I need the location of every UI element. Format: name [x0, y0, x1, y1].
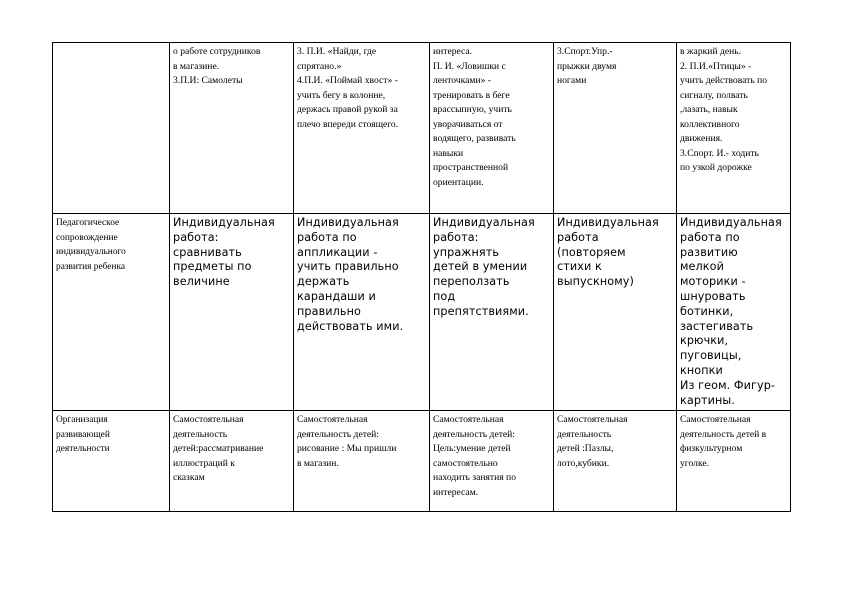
cell-line: коллективного — [680, 118, 740, 130]
cell-line: сигналу, полвать — [680, 89, 748, 101]
cell-line: под — [433, 289, 456, 303]
cell-line: П. И. «Ловишки с — [433, 60, 506, 72]
cell-line: находить занятия по — [433, 472, 516, 484]
table-cell — [677, 43, 791, 214]
cell-line: индивидуального — [56, 247, 126, 257]
table-cell — [170, 411, 294, 512]
cell-line: (повторяем — [557, 245, 626, 259]
cell-line: Самостоятельная — [680, 414, 751, 426]
cell-line: плечо впереди стоящего. — [297, 118, 399, 130]
table-cell — [170, 214, 294, 411]
cell-line: лото,кубики. — [557, 457, 610, 469]
cell-line: Из геом. Фигур- — [680, 378, 776, 392]
cell-line: 3.П.И: Самолеты — [173, 75, 243, 86]
cell-line: движения. — [680, 133, 723, 144]
cell-line: Педагогическое — [56, 218, 120, 228]
cell-line: сравнивать — [173, 245, 242, 259]
cell-line: деятельность детей в — [680, 428, 767, 440]
cell-line: сопровождение — [56, 232, 118, 243]
cell-line: в жаркий день. — [680, 46, 741, 57]
table-cell — [677, 411, 791, 512]
cell-line: спрятано.» — [297, 60, 342, 72]
cell-line: Индивидуальная — [173, 216, 275, 229]
table-row — [53, 411, 791, 512]
cell-line: держать — [297, 275, 350, 289]
cell-line: 3.Спорт. И.- ходить — [680, 147, 759, 159]
cell-line: врассыпную, учить — [433, 104, 512, 115]
cell-line: Индивидуальная — [433, 216, 535, 229]
cell-line: иллюстраций к — [173, 457, 235, 469]
cell-line: развивающей — [56, 429, 110, 440]
cell-line: сказкам — [173, 472, 205, 484]
cell-line: интересам. — [433, 486, 479, 498]
cell-line: Самостоятельная — [433, 414, 504, 426]
cell-line: работа — [557, 230, 599, 244]
table-cell — [554, 214, 677, 411]
table-cell — [294, 214, 430, 411]
cell-line: Самостоятельная — [173, 414, 244, 426]
cell-line: деятельности — [56, 444, 110, 455]
row-header-cell — [53, 43, 170, 214]
cell-line: рисование : Мы пришли — [297, 443, 397, 455]
cell-line: уворачиваться от — [433, 118, 503, 130]
cell-line: шнуровать — [680, 289, 746, 303]
cell-line: ориентации. — [433, 176, 484, 188]
table-row — [53, 214, 791, 411]
cell-line: Индивидуальная — [680, 216, 782, 229]
cell-line: учить правильно — [297, 260, 399, 274]
table-cell — [170, 43, 294, 214]
cell-line: ,лазать, навык — [680, 104, 738, 115]
table-cell — [430, 43, 554, 214]
cell-line: прыжки двумя — [557, 60, 617, 72]
cell-line: крючки, — [680, 334, 729, 348]
cell-line: деятельность — [557, 428, 612, 440]
cell-line: 2. П.И.«Птицы» - — [680, 60, 752, 72]
cell-line: 4.П.И. «Поймай хвост» - — [297, 75, 398, 86]
cell-line: работа: — [173, 230, 219, 244]
cell-line: Индивидуальная — [297, 216, 399, 229]
cell-line: навыки — [433, 147, 464, 159]
cell-line: в магазин. — [297, 457, 339, 469]
cell-line: препятствиями. — [433, 304, 529, 318]
cell-line: уголке. — [680, 457, 710, 469]
cell-line: мелкой — [680, 260, 724, 274]
cell-line: карандаши и — [297, 289, 376, 303]
cell-line: держась правой рукой за — [297, 104, 398, 115]
cell-line: водящего, развивать — [433, 133, 516, 144]
cell-line: учить бегу в колонне, — [297, 89, 386, 101]
cell-line: Самостоятельная — [557, 414, 628, 426]
cell-line: Цель:умение детей — [433, 443, 511, 455]
cell-line: упражнять — [433, 245, 500, 259]
cell-line: учить действовать по — [680, 75, 768, 86]
cell-line: работа по — [297, 230, 357, 244]
cell-line: ногами — [557, 75, 587, 86]
cell-line: деятельность — [173, 428, 228, 440]
cell-line: деятельность детей: — [433, 428, 515, 440]
table-cell — [677, 214, 791, 411]
cell-line: переползать — [433, 275, 510, 289]
cell-line: ленточками» - — [433, 75, 491, 86]
table-cell — [294, 411, 430, 512]
cell-line: детей:рассматривание — [173, 443, 264, 455]
cell-line: действовать ими. — [297, 319, 404, 333]
cell-line: самостоятельно — [433, 457, 498, 469]
cell-line: детей :Пазлы, — [557, 443, 614, 455]
cell-line: аппликации - — [297, 245, 378, 259]
row-header-cell — [53, 214, 170, 411]
cell-line: выпускному) — [557, 275, 634, 289]
cell-line: развития ребенка — [56, 261, 126, 272]
table-row — [53, 43, 791, 214]
cell-line: развитию — [680, 245, 738, 259]
cell-line: правильно — [297, 304, 361, 318]
cell-line: ботинки, — [680, 304, 734, 318]
table-cell — [554, 411, 677, 512]
cell-line: картины. — [680, 393, 736, 407]
cell-line: предметы по — [173, 260, 252, 274]
plan-table — [52, 42, 791, 512]
table-cell — [430, 214, 554, 411]
cell-line: о работе сотрудников — [173, 46, 261, 57]
cell-line: кнопки — [680, 363, 723, 377]
cell-line: в магазине. — [173, 60, 220, 72]
table-cell — [294, 43, 430, 214]
cell-line: работа по — [680, 230, 740, 244]
cell-line: 3.Спорт.Упр.- — [557, 46, 613, 57]
cell-line: деятельность детей: — [297, 428, 379, 440]
cell-line: физкультурном — [680, 443, 743, 455]
row-header-cell — [53, 411, 170, 512]
cell-line: Самостоятельная — [297, 414, 368, 426]
cell-line: по узкой дорожке — [680, 162, 752, 173]
table-cell — [554, 43, 677, 214]
cell-line: величине — [173, 275, 230, 289]
cell-line: детей в умении — [433, 260, 528, 274]
cell-line: Индивидуальная — [557, 216, 659, 229]
cell-line: стихи к — [557, 260, 602, 274]
cell-line: 3. П.И. «Найди, где — [297, 46, 377, 57]
cell-line: застегивать — [680, 319, 754, 333]
cell-line: тренировать в беге — [433, 89, 510, 101]
cell-line: моторики - — [680, 275, 746, 289]
cell-line: Организация — [56, 415, 108, 426]
cell-line: пространственной — [433, 162, 509, 173]
cell-line: интереса. — [433, 46, 473, 57]
cell-line: работа: — [433, 230, 479, 244]
cell-line: пуговицы, — [680, 349, 742, 363]
table-cell — [430, 411, 554, 512]
